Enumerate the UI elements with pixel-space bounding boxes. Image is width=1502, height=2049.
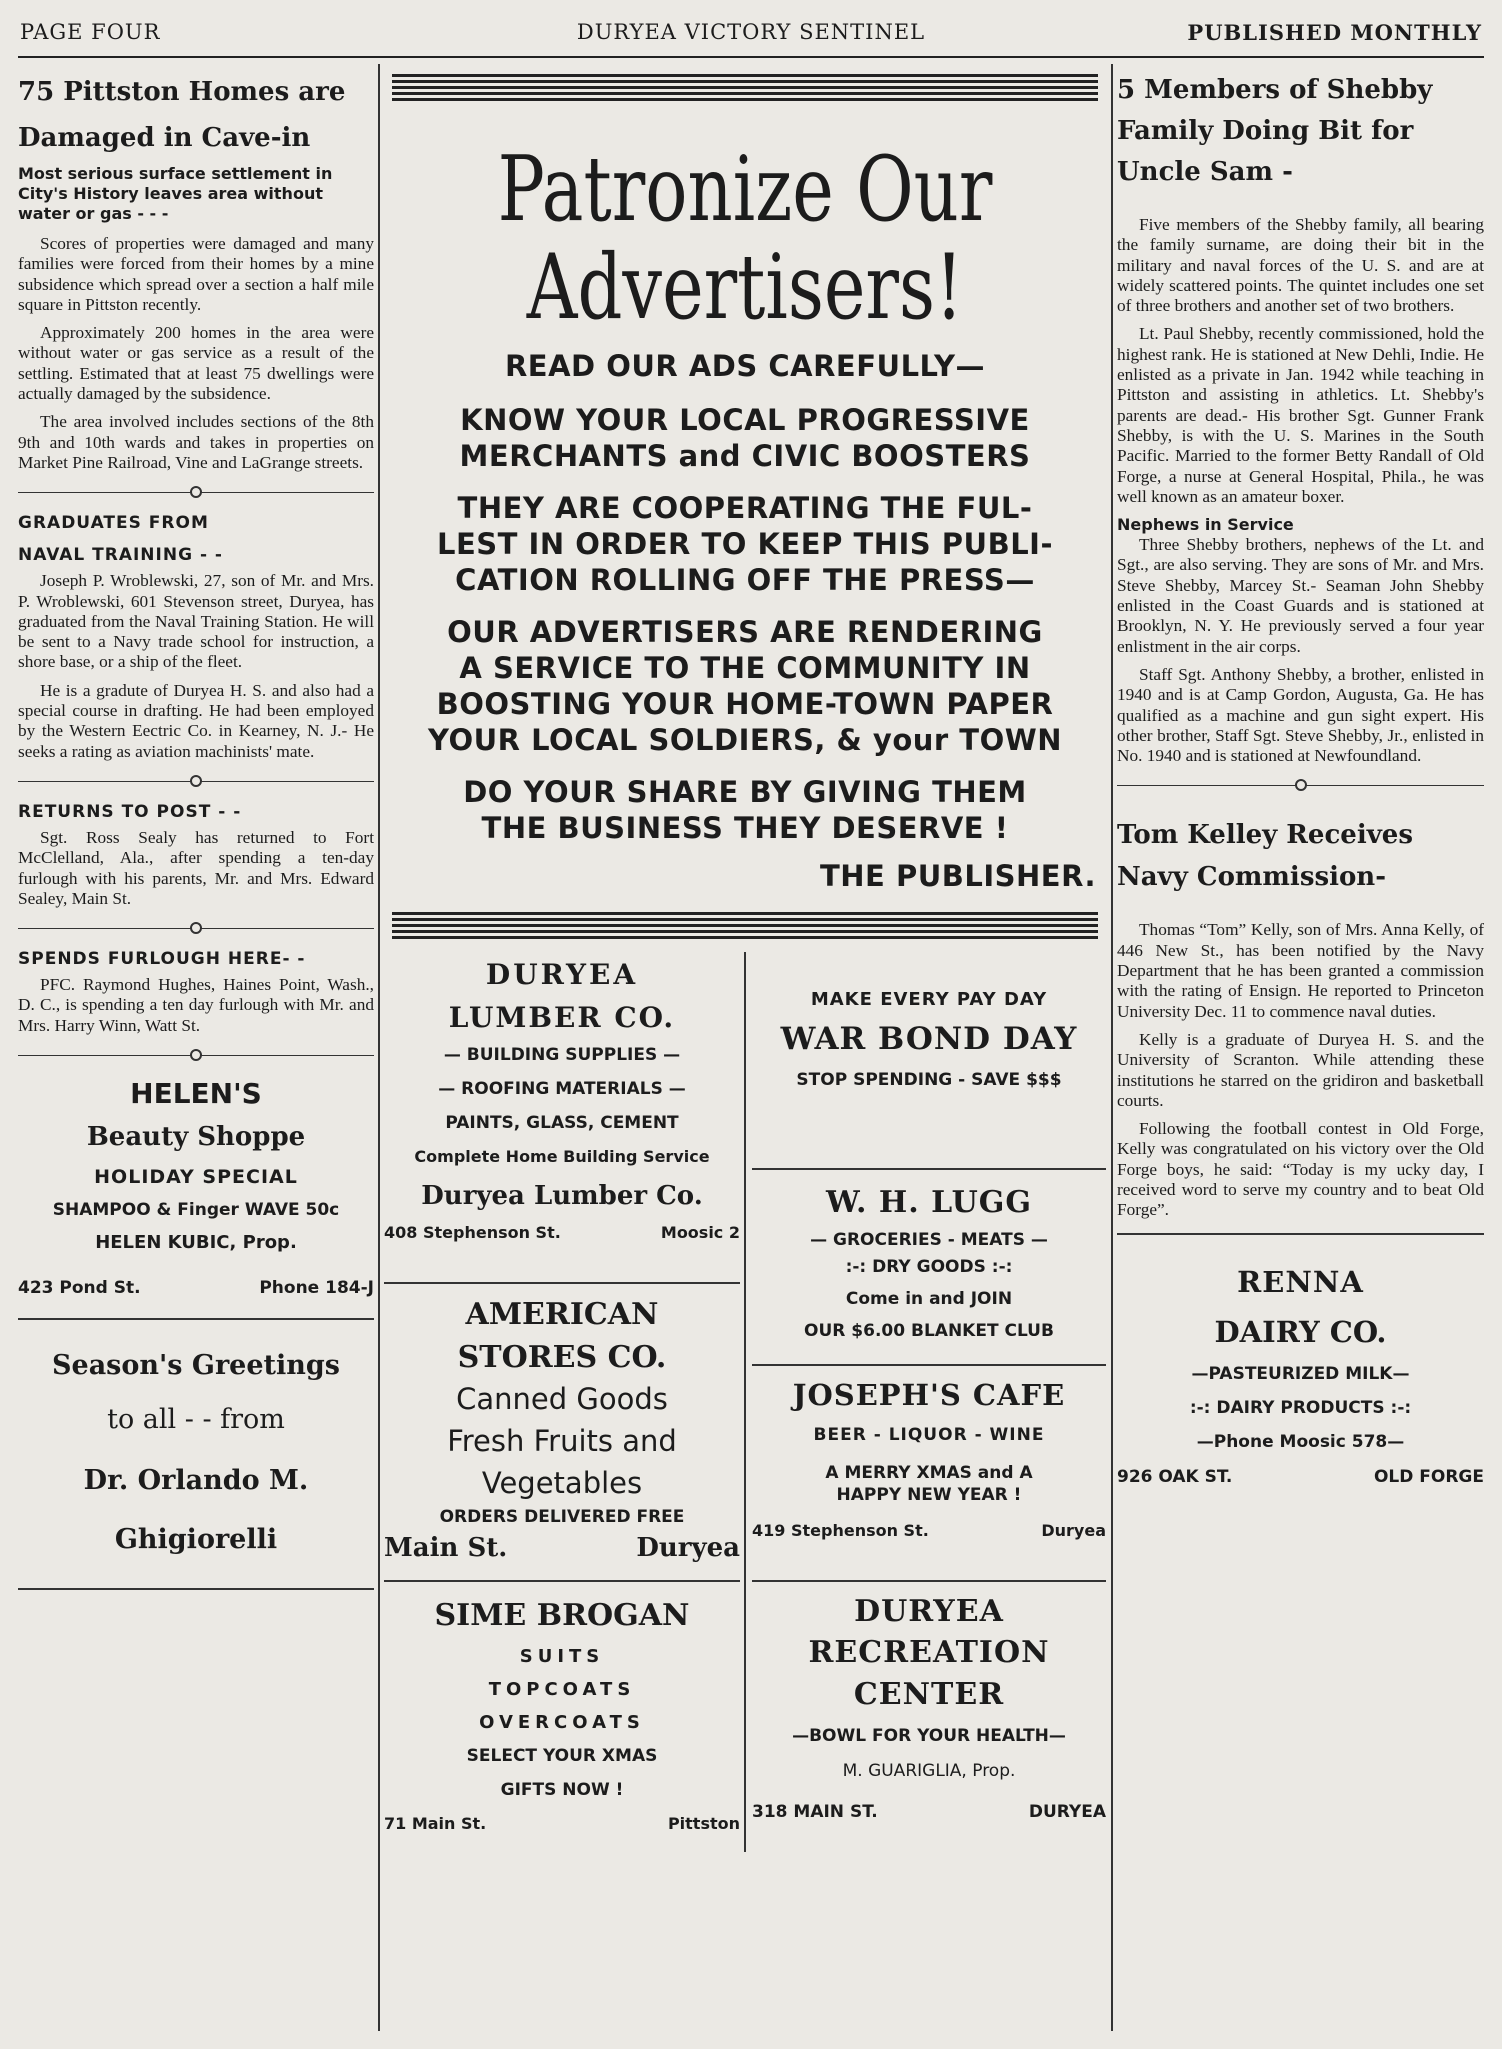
american-item: Fresh Fruits and — [447, 1424, 677, 1458]
separator-line — [384, 1580, 740, 1582]
returns-text: Sgt. Ross Sealy has returned to Fort McClelland, Ala., after spending a ten-day furlough with his parents, Mr. and Mrs. Edward Sealey, Main St. — [18, 827, 374, 908]
helens-phone: Phone 184-J — [259, 1278, 374, 1299]
kelley-para: Following the football contest in Old Forge, Kelly was congratulated on his victory over the Old Forge boys, he said: “Today is my ucky day, I received word to serve my country and to beat Old Forge”. — [1117, 1119, 1484, 1220]
greetings-line-1: Season's Greetings — [52, 1350, 340, 1382]
greetings-line-4: Ghigiorelli — [114, 1524, 278, 1556]
cavein-para: Scores of properties were damaged and many families were forced from their homes by a mine subsidence which spread over a section a half mile square in Pittston recently. — [18, 234, 374, 314]
brogan-select-2: GIFTS NOW ! — [500, 1780, 624, 1800]
shebby-para: Three Shebby brothers, nephews of the Lt. and Sgt., are also serving. They are sons of Mr. and Mrs. Steve Shebby, Marcey St.- Seaman John Shebby enlisted in the Coast Guards and is stationed at Brooklyn, N. Y. He previously served a four year enlistment in the air corps. — [1117, 535, 1484, 656]
brogan-select-1: SELECT YOUR XMAS — [466, 1746, 658, 1766]
masthead-rule — [18, 56, 1484, 58]
middle-column — [384, 64, 1106, 2031]
patronize-line: DO YOUR SHARE BY GIVING THEM — [463, 775, 1027, 809]
kelley-headline-2: Navy Commission- — [1117, 862, 1387, 893]
returns-article — [18, 796, 374, 909]
left-column — [18, 64, 374, 2031]
lumber-item: PAINTS, GLASS, CEMENT — [445, 1113, 679, 1133]
separator — [18, 917, 374, 939]
brogan-name: SIME BROGAN — [434, 1598, 690, 1633]
furlough-article — [18, 943, 374, 1036]
column-rule-2 — [1111, 64, 1113, 2031]
patronize-title-2: Advertisers! — [526, 235, 964, 340]
furlough-head: SPENDS FURLOUGH HERE- - — [18, 949, 306, 970]
graduates-para: He is a gradute of Duryea H. S. and also had a special course in drafting. He had been employed by the Western Eectric Co. in Kearney, N. J.- He seeks a rating as aviation machinists' mate. — [18, 680, 374, 761]
joseph-line-1: BEER - LIQUOR - WINE — [813, 1425, 1045, 1445]
page-number: PAGE FOUR — [20, 20, 161, 44]
column-rule-1 — [378, 64, 380, 2031]
returns-head: RETURNS TO POST - - — [18, 801, 242, 822]
patronize-line: BOOSTING YOUR HOME-TOWN PAPER — [436, 687, 1054, 721]
american-street: Main St. — [384, 1533, 508, 1563]
recreation-line-3: CENTER — [853, 1677, 1005, 1712]
greetings-ad — [18, 1320, 374, 1566]
shebby-subhead: Nephews in Service — [1117, 515, 1294, 535]
right-column — [1117, 64, 1484, 2031]
greetings-line-2: to all - - from — [107, 1404, 285, 1436]
helens-shop: Beauty Shoppe — [86, 1122, 306, 1153]
joseph-ad — [752, 1372, 1106, 1572]
greetings-line-3: Dr. Orlando M. — [83, 1465, 309, 1497]
patronize-line: LEST IN ORDER TO KEEP THIS PUBLI- — [436, 527, 1053, 561]
publication-frequency: PUBLISHED MONTHLY — [1187, 20, 1482, 45]
patronize-line: YOUR LOCAL SOLDIERS, & your TOWN — [428, 723, 1062, 757]
decorative-rule — [392, 912, 1098, 942]
lugg-ad — [752, 1180, 1106, 1360]
graduates-article — [18, 507, 374, 762]
patronize-publisher: THE PUBLISHER. — [820, 859, 1096, 893]
cavein-deck: Most serious surface settlement in City's History leaves area without water or gas - - - — [18, 164, 333, 223]
helens-ad — [18, 1070, 374, 1316]
brogan-address: 71 Main St. — [384, 1814, 487, 1833]
renna-line-1: —PASTEURIZED MILK— — [1191, 1363, 1410, 1384]
renna-ad — [1117, 1235, 1484, 1495]
warbond-line-2: WAR BOND DAY — [780, 1021, 1078, 1057]
lugg-line-4: OUR $6.00 BLANKET CLUB — [804, 1321, 1054, 1341]
american-item: Vegetables — [481, 1466, 643, 1500]
american-name-1: AMERICAN — [465, 1297, 659, 1332]
brogan-town: Pittston — [667, 1814, 740, 1833]
brogan-item: TOPCOATS — [488, 1679, 636, 1700]
patronize-line: THEY ARE COOPERATING THE FUL- — [457, 491, 1033, 525]
cavein-para: Approximately 200 homes in the area were without water or gas service as a result of the settling. Estimated that at least 75 dwellings were actually damaged by the subsidence. — [18, 323, 374, 404]
patronize-title-1: Patronize Our — [497, 137, 993, 242]
american-delivery: ORDERS DELIVERED FREE — [439, 1507, 685, 1527]
recreation-line-1: DURYEA — [854, 1594, 1004, 1629]
kelley-article — [1117, 814, 1484, 1220]
renna-address: 926 OAK ST. — [1117, 1466, 1233, 1487]
patronize-box — [384, 137, 1106, 894]
patronize-line: A SERVICE TO THE COMMUNITY IN — [459, 651, 1031, 685]
helens-special: HOLIDAY SPECIAL — [94, 1166, 298, 1189]
renna-town: OLD FORGE — [1373, 1466, 1484, 1487]
graduates-head-1: GRADUATES FROM — [18, 513, 209, 534]
graduates-para: Joseph P. Wroblewski, 27, son of Mr. and Mrs. P. Wroblewski, 601 Stevenson street, Duryea, has graduated from the Naval Training Station. He will be sent to a Navy trade school for instruction, a shore base, or a ship of the fleet. — [18, 571, 374, 672]
ads-grid — [384, 952, 1106, 1852]
lumber-name-2: LUMBER CO. — [448, 1001, 676, 1034]
patronize-line: MERCHANTS and CIVIC BOOSTERS — [459, 439, 1031, 473]
cavein-article — [18, 72, 374, 473]
patronize-line: READ OUR ADS CAREFULLY— — [504, 349, 986, 383]
american-item: Canned Goods — [456, 1382, 668, 1416]
helens-offer: SHAMPOO & Finger WAVE 50c — [52, 1200, 340, 1221]
recreation-address: 318 MAIN ST. — [752, 1802, 878, 1822]
lumber-ad — [384, 952, 740, 1282]
helens-prop: HELEN KUBIC, Prop. — [95, 1232, 297, 1254]
joseph-name: JOSEPH'S CAFE — [792, 1378, 1066, 1412]
renna-line-3: —Phone Moosic 578— — [1196, 1431, 1405, 1452]
shebby-headline-2: Family Doing Bit for — [1117, 116, 1414, 146]
joseph-line-2: A MERRY XMAS and A — [825, 1463, 1033, 1483]
shebby-article — [1117, 70, 1484, 766]
separator-line — [18, 1588, 374, 1590]
shebby-headline-1: 5 Members of Shebby — [1117, 75, 1433, 105]
separator-line — [752, 1168, 1106, 1170]
separator-line — [752, 1580, 1106, 1582]
paper-title: DURYEA VICTORY SENTINEL — [576, 20, 926, 44]
warbond-line-1: MAKE EVERY PAY DAY — [810, 989, 1048, 1010]
recreation-ad — [752, 1592, 1106, 1852]
ads-divider — [744, 952, 746, 1852]
brogan-item: OVERCOATS — [479, 1712, 645, 1733]
cavein-para: The area involved includes sections of the 8th 9th and 10th wards and takes in properties on Market Pine Railroad, Vine and LaGrange streets. — [18, 412, 374, 472]
kelley-para: Kelly is a graduate of Duryea H. S. and the University of Scranton. While attending these institutions he starred on the gridiron and basketball courts. — [1117, 1029, 1484, 1110]
kelley-headline-1: Tom Kelley Receives — [1117, 820, 1413, 851]
american-ad — [384, 1292, 740, 1574]
separator — [18, 481, 374, 503]
shebby-headline-3: Uncle Sam - — [1117, 157, 1293, 187]
separator-line — [384, 1282, 740, 1284]
joseph-line-3: HAPPY NEW YEAR ! — [836, 1485, 1022, 1505]
warbond-ad — [752, 982, 1106, 1132]
lumber-name-1: DURYEA — [485, 958, 639, 991]
separator-line — [752, 1364, 1106, 1366]
cavein-headline-1: 75 Pittston Homes are — [18, 77, 346, 107]
helens-address: 423 Pond St. — [18, 1278, 141, 1299]
shebby-para: Staff Sgt. Anthony Shebby, a brother, enlisted in 1940 and is at Camp Gordon, Augusta, Ga. He has qualified as a machine and gun sight expert. His other brother, Staff Sgt. Steve Shebby, Jr., enlisted in No. 1940 and is stationed at Newfoundland. — [1117, 664, 1484, 766]
patronize-line: CATION ROLLING OFF THE PRESS— — [455, 563, 1035, 597]
recreation-line-2: RECREATION — [808, 1635, 1050, 1670]
recreation-line-4: —BOWL FOR YOUR HEALTH— — [792, 1726, 1066, 1746]
masthead — [20, 20, 1482, 50]
separator — [18, 1044, 374, 1066]
recreation-prop: M. GUARIGLIA, Prop. — [842, 1761, 1016, 1781]
lumber-service: Complete Home Building Service — [414, 1147, 710, 1166]
furlough-text: PFC. Raymond Hughes, Haines Point, Wash., D. C., is spending a ten day furlough with Mr. and Mrs. Harry Winn, Watt St. — [18, 975, 374, 1035]
american-town: Duryea — [636, 1533, 740, 1563]
american-name-2: STORES CO. — [457, 1340, 667, 1375]
decorative-rule — [392, 74, 1098, 104]
cavein-headline-2: Damaged in Cave-in — [18, 123, 311, 153]
lumber-item: — ROOFING MATERIALS — — [438, 1079, 686, 1099]
joseph-address: 419 Stephenson St. — [752, 1521, 929, 1540]
shebby-para: Lt. Paul Shebby, recently commissioned, hold the highest rank. He is stationed at New Dehli, Indie. He enlisted as a private in Jan. 1942 while teaching in Pittston and assisting in athletics. Lt. Shebby's parents are dead.- His brother Sgt. Gunner Frank Shebby, is with the U. S. Marines in the South Pacific. Married to the former Betty Randall of Old Forge, a nurse at General Hospital, Phila., he was well known as an amateur boxer. — [1117, 324, 1484, 506]
lugg-line-3: Come in and JOIN — [845, 1289, 1013, 1309]
graduates-head-2: NAVAL TRAINING - - — [18, 545, 223, 566]
patronize-line: THE BUSINESS THEY DESERVE ! — [481, 811, 1009, 845]
patronize-line: KNOW YOUR LOCAL PROGRESSIVE — [460, 403, 1030, 437]
separator — [1117, 774, 1484, 796]
brogan-item: SUITS — [519, 1646, 605, 1667]
patronize-line: OUR ADVERTISERS ARE RENDERING — [447, 615, 1043, 649]
renna-name-2: DAIRY CO. — [1214, 1314, 1387, 1349]
lumber-signature: Duryea Lumber Co. — [421, 1181, 703, 1211]
lumber-phone: Moosic 2 — [660, 1223, 740, 1242]
separator — [18, 770, 374, 792]
joseph-town: Duryea — [1041, 1521, 1106, 1540]
warbond-line-3: STOP SPENDING - SAVE $$$ — [796, 1070, 1062, 1090]
helens-name: HELEN'S — [130, 1077, 262, 1111]
lugg-name: W. H. LUGG — [826, 1185, 1032, 1220]
recreation-town: DURYEA — [1028, 1802, 1106, 1822]
lumber-item: — BUILDING SUPPLIES — — [443, 1045, 681, 1065]
kelley-para: Thomas “Tom” Kelly, son of Mrs. Anna Kelly, of 446 New St., has been notified by the Navy Department that he has been granted a commission with the rating of Ensign. He reported to Princeton University Dec. 11 to commence naval duties. — [1117, 920, 1484, 1021]
shebby-para: Five members of the Shebby family, all bearing the family surname, are doing their bit in the military and naval forces of the U. S. and are at widely scattered points. The quintet includes one set of three brothers and another set of two brothers. — [1117, 215, 1484, 316]
lugg-line-2: :-: DRY GOODS :-: — [845, 1257, 1013, 1277]
brogan-ad — [384, 1592, 740, 1852]
renna-name-1: RENNA — [1237, 1264, 1364, 1299]
lumber-address: 408 Stephenson St. — [384, 1223, 561, 1242]
renna-line-2: :-: DAIRY PRODUCTS :-: — [1189, 1397, 1412, 1418]
lugg-line-1: — GROCERIES - MEATS — — [810, 1230, 1048, 1250]
